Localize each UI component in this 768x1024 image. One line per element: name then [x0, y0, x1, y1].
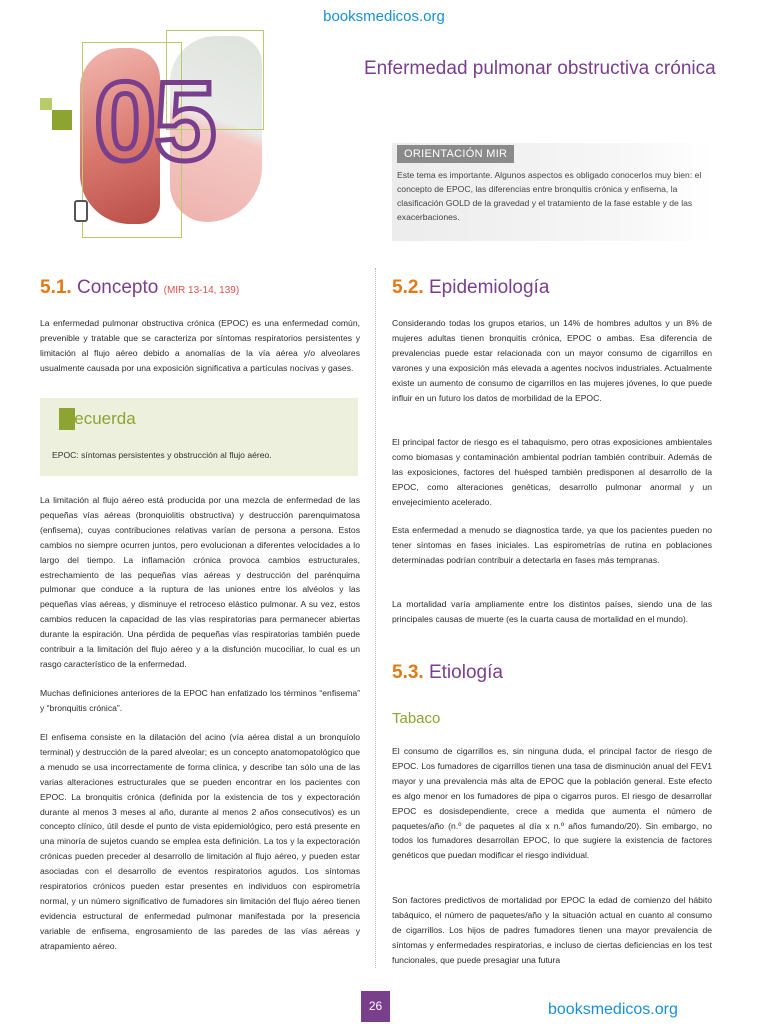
orientation-mir-label: ORIENTACIÓN MIR	[397, 145, 514, 163]
orientation-mir-box	[392, 143, 711, 241]
paragraph: Muchas definiciones anteriores de la EPOC han enfatizado los términos “enfisema” y “bronquitis crónica”.	[40, 688, 360, 713]
subsection-title: Tabaco	[392, 710, 441, 727]
footer-site-link[interactable]: booksmedicos.org	[548, 1001, 678, 1018]
section-title-text: Concepto	[76, 277, 159, 298]
paragraph: Son factores predictivos de mortalidad por EPOC la edad de comienzo del hábito tabáquico, el número de paquetes/año y la situación actual en cuanto al consumo de cigarrillos. Los hijos de padres fumadores tienen una mayor prevalencia de síntomas y enfermedades respiratorias, e incluso de ciertas deficiencias en los test funcionales, que puede presagiar una futura	[392, 895, 712, 965]
recuerda-box	[40, 398, 358, 476]
section-title-concepto	[40, 277, 239, 299]
paragraph: El consumo de cigarrillos es, sin ninguna duda, el principal factor de riesgo de EPOC. Los fumadores de cigarrillos tienen una tasa de disminución anual del FEV1 mayor y una prevalencia más alta de EPOC que la población general. Este efecto es algo menor en los fumadores de pipa o cigarros puros. El riesgo de desarrollar EPOC es dosisdependiente, crece a medida que aumenta el número de paquetes/año (n.º de paquetes al día x n.º años fumando/20). Sin embargo, no todos los fumadores desarrollan EPOC, lo que sugiere la existencia de factores genéticos que puedan modificar el riesgo individual.	[392, 746, 712, 861]
square-decoration	[52, 110, 72, 130]
paragraph: La limitación al flujo aéreo está producida por una mezcla de enfermedad de las pequeñas vías aéreas (bronquiolitis obstructiva) y destrucción parenquimatosa (enfisema), cuyas contribuciones relativas varían de persona a persona. Estos cambios no siempre ocurren juntos, pero evolucionan a diferentes velocidades a lo largo del tiempo. La inflamación crónica provoca cambios estructurales, estrechamiento de las pequeñas vías aéreas y destrucción del parénquima pulmonar que conduce a la ruptura de las uniones entre los alvéolos y las pequeñas vías aéreas, y disminuye el retroceso elástico pulmonar. A su vez, estos cambios reducen la capacidad de las vías respiratorias para permanecer abiertas durante la espiración. Una pérdida de pequeñas vías respiratorias también puede contribuir a la limitación del flujo aéreo y a la disfunción mucociliar, lo cual es un rasgo característico de la enfermedad.	[40, 495, 360, 669]
section-number: 5.2.	[392, 277, 424, 298]
recuerda-text: EPOC: síntomas persistentes y obstrucción al flujo aéreo.	[52, 450, 272, 460]
paragraph: La enfermedad pulmonar obstructiva crónica (EPOC) es una enfermedad común, prevenible y tratable que se caracteriza por síntomas respiratorios persistentes y limitación al flujo aéreo debido a anomalías de la vía aérea y/o alveolares usualmente causada por una exposición significativa a partículas nocivas y gases.	[40, 318, 360, 373]
mir-reference: (MIR 13-14, 139)	[163, 285, 240, 296]
square-decoration	[40, 98, 52, 110]
section-title-text: Etiología	[428, 662, 503, 683]
section-title-text: Epidemiología	[428, 277, 550, 298]
paragraph: Esta enfermedad a menudo se diagnostica tarde, ya que los pacientes pueden no tener síntomas en fases iniciales. Las espirometrías de rutina en poblaciones determinadas podrían contribuir a detectarla en fases más tempranas.	[392, 525, 712, 565]
paragraph: La mortalidad varía ampliamente entre los distintos países, siendo una de las principales causas de muerte (es la cuarta causa de mortalidad en el mundo).	[392, 599, 712, 624]
section-title-etiologia	[392, 662, 503, 684]
recuerda-title: Recuerda	[62, 409, 136, 428]
paragraph: El principal factor de riesgo es el tabaquismo, pero otras exposiciones ambientales como biomasas y contaminación ambiental podrían también contribuir. Además de las exposiciones, factores del huésped también predisponen al desarrollo de la EPOC, como alteraciones genéticas, desarrollo pulmonar anormal y un envejecimiento acelerado.	[392, 437, 712, 507]
paragraph: El enfisema consiste en la dilatación del acino (vía aérea distal a un bronquíolo terminal) y destrucción de la pared alveolar; es un concepto anatomopatológico que a menudo se usa incorrectamente de forma clínica, y describe tan sólo una de las varias alteraciones estructurales que se pueden encontrar en los pacientes con EPOC. La bronquitis crónica (definida por la existencia de tos y expectoración durante al menos 3 meses al año, durante al menos 2 años consecutivos) es un concepto clínico, útil desde el punto de vista epidemiológico, pero está presente en una minoría de sujetos cuando se emplea esta definición. La tos y la expectoración crónicas pueden preceder al desarrollo de limitación al flujo aéreo, y pueden estar asociadas con el desarrollo de eventos respiratorios agudos. Los síntomas respiratorios crónicos pueden estar presentes en individuos con espirometría normal, y un número significativo de fumadores sin limitación del flujo aéreo tienen evidencia estructural de enfermedad pulmonar manifestada por la presencia variable de enfisema, engrosamiento de las paredes de las vías aéreas y atrapamiento aéreo.	[40, 732, 360, 951]
orientation-mir-text: Este tema es importante. Algunos aspectos es obligado conocerlos muy bien: el concepto de EPOC, las diferencias entre bronquitis crónica y enfisema, la clasificación GOLD de la gravedad y el tratamiento de la fase estable y de las exacerbaciones.	[397, 170, 702, 222]
section-number: 5.1.	[40, 277, 72, 298]
page-number: 26	[361, 991, 390, 1022]
section-title-epidemiologia	[392, 277, 549, 299]
chapter-number: 05	[94, 59, 215, 184]
section-number: 5.3.	[392, 662, 424, 683]
header-site-link[interactable]: booksmedicos.org	[323, 8, 445, 25]
chapter-illustration	[38, 28, 270, 228]
phone-icon	[74, 200, 88, 222]
chapter-title: Enfermedad pulmonar obstructiva crónica	[364, 58, 716, 79]
column-divider	[375, 268, 376, 968]
paragraph: Considerando todas los grupos etarios, un 14% de hombres adultos y un 8% de mujeres adultas tienen bronquitis crónica, EPOC o ambas. Esa diferencia de prevalencias puede estar relacionada con un mayor consumo de cigarrillos en varones y una exposición más elevada a agentes nocivos industriales. Actualmente existe un aumento de consumo de cigarrillos en las mujeres jóvenes, lo que puede influir en un futuro los datos de morbilidad de la EPOC.	[392, 318, 712, 403]
